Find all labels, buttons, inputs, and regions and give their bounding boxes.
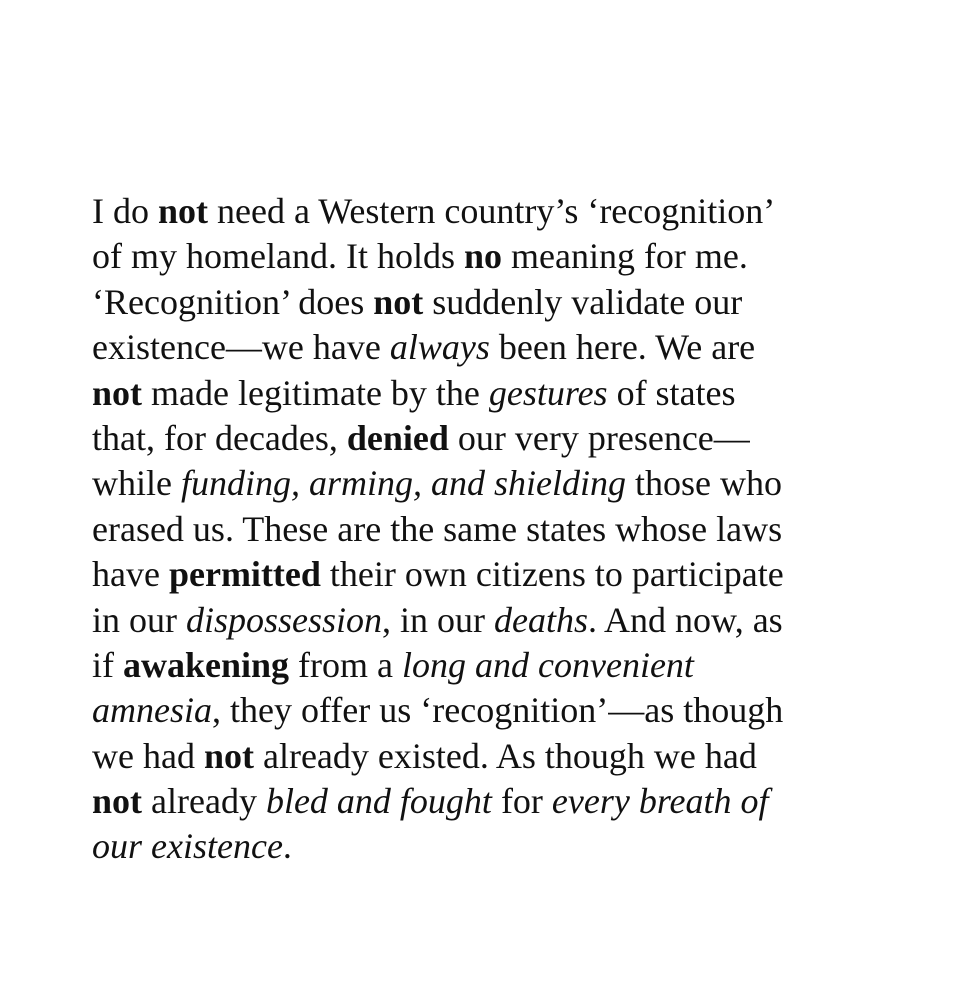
italic-emphasis: our existence xyxy=(92,826,283,867)
italic-emphasis: long and convenient xyxy=(402,644,694,685)
bold-emphasis: not xyxy=(158,191,209,231)
text-line xyxy=(92,734,892,779)
text-line xyxy=(92,234,892,279)
text-segment: erased us. These are the same states whose laws xyxy=(92,508,783,549)
text-segment: of my homeland. It holds xyxy=(92,236,464,277)
text-segment: meaning for me. xyxy=(501,236,748,277)
text-segment: made legitimate by the xyxy=(142,372,489,413)
italic-emphasis: amnesia xyxy=(92,690,212,731)
text-line xyxy=(92,779,892,824)
text-segment: I do xyxy=(92,191,158,231)
italic-emphasis: every breath of xyxy=(551,781,769,822)
bold-emphasis: not xyxy=(92,781,143,822)
text-segment: those who xyxy=(626,463,782,504)
statement-text xyxy=(92,189,892,870)
text-segment: if xyxy=(92,644,123,685)
text-segment: that, for decades, xyxy=(92,417,347,458)
text-segment: while xyxy=(92,463,181,504)
bold-emphasis: awakening xyxy=(123,644,290,685)
italic-emphasis: gestures xyxy=(488,372,608,413)
text-segment: ‘Recognition’ does xyxy=(92,281,374,322)
text-segment: already existed. As though we had xyxy=(253,735,757,776)
text-line xyxy=(92,598,892,643)
text-segment: their own citizens to participate xyxy=(320,554,784,595)
bold-emphasis: not xyxy=(92,372,143,413)
text-segment: been here. We are xyxy=(489,327,756,368)
text-segment: . And now, as xyxy=(588,599,783,640)
text-segment: suddenly validate our xyxy=(423,281,743,322)
text-segment: in our xyxy=(92,599,186,640)
text-line xyxy=(92,280,892,325)
text-line xyxy=(92,688,892,733)
text-line xyxy=(92,371,892,416)
text-line xyxy=(92,552,892,597)
text-segment: need a Western country’s ‘recognition’ xyxy=(208,191,776,231)
text-line xyxy=(92,189,892,234)
italic-emphasis: dispossession xyxy=(186,599,383,640)
bold-emphasis: not xyxy=(373,281,424,322)
bold-emphasis: denied xyxy=(346,417,449,458)
text-segment: . xyxy=(282,826,292,867)
bold-emphasis: no xyxy=(463,236,502,277)
text-segment: , they offer us ‘recognition’—as though xyxy=(212,690,784,731)
text-segment: , in our xyxy=(382,599,495,640)
text-segment: for xyxy=(491,781,552,822)
bold-emphasis: not xyxy=(203,735,254,776)
italic-emphasis: deaths xyxy=(494,599,589,640)
text-line xyxy=(92,325,892,370)
text-segment: from a xyxy=(289,644,403,685)
text-segment: our very presence— xyxy=(448,417,750,458)
text-line xyxy=(92,461,892,506)
bold-emphasis: permitted xyxy=(168,554,321,595)
text-line xyxy=(92,643,892,688)
text-segment: have xyxy=(92,554,169,595)
text-line xyxy=(92,824,892,869)
text-segment: we had xyxy=(92,735,204,776)
text-line xyxy=(92,507,892,552)
text-segment: existence—we have xyxy=(92,327,390,368)
text-segment: already xyxy=(142,781,266,822)
italic-emphasis: funding, arming, and shielding xyxy=(180,463,626,504)
text-segment: of states xyxy=(607,372,736,413)
italic-emphasis: always xyxy=(389,327,490,368)
italic-emphasis: bled and fought xyxy=(265,781,492,822)
text-line xyxy=(92,416,892,461)
